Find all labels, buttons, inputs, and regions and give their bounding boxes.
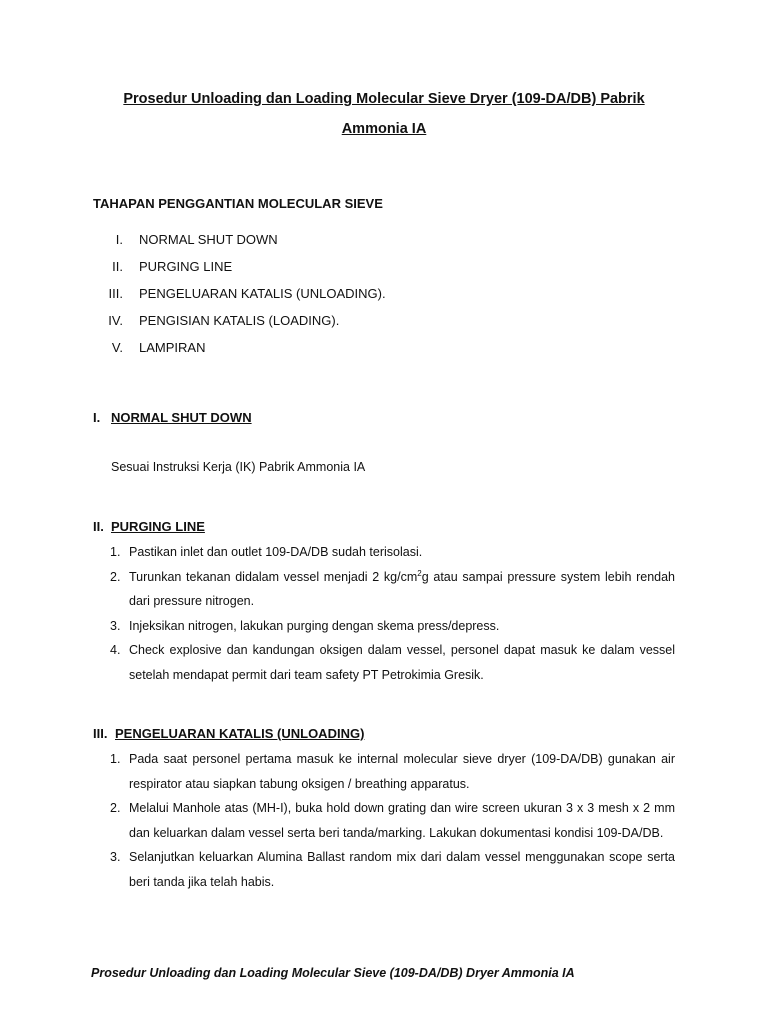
section-text: Sesuai Instruksi Kerja (IK) Pabrik Ammonia IA xyxy=(111,460,366,474)
step-text: Check explosive dan kandungan oksigen dalam vessel, personel dapat masuk ke dalam vessel setelah mendapat permit dari team safety PT Petrokimia Gresik. xyxy=(129,643,675,682)
step-text-part: Turunkan tekanan didalam vessel menjadi 2 kg/cm xyxy=(129,569,418,584)
purging-steps-list xyxy=(110,540,675,687)
toc-item xyxy=(93,286,386,301)
list-item xyxy=(110,565,675,614)
toc-item-label: PURGING LINE xyxy=(139,259,233,274)
toc-item xyxy=(93,259,233,274)
section-heading-normal-shut-down xyxy=(93,410,252,425)
step-number: 2. xyxy=(110,801,121,815)
step-number: 1. xyxy=(110,752,121,766)
step-number: 3. xyxy=(110,618,121,633)
toc-heading: TAHAPAN PENGGANTIAN MOLECULAR SIEVE xyxy=(93,196,383,211)
section-title: PURGING LINE xyxy=(111,519,205,534)
toc-item-label: LAMPIRAN xyxy=(139,340,206,355)
section-heading-purging-line xyxy=(93,519,205,534)
list-item xyxy=(110,796,675,845)
step-text: Injeksikan nitrogen, lakukan purging dengan skema press/depress. xyxy=(129,618,500,633)
toc-item-number: I. xyxy=(115,232,123,247)
step-text: Pastikan inlet dan outlet 109-DA/DB sudah terisolasi. xyxy=(129,545,423,559)
section-number: III. xyxy=(93,726,108,741)
step-text: Pada saat personel pertama masuk ke internal molecular sieve dryer (109-DA/DB) gunakan air respirator atau siapkan tabung oksigen / breathing apparatus. xyxy=(129,752,675,791)
list-item xyxy=(110,638,675,687)
list-item xyxy=(110,540,675,565)
step-number: 1. xyxy=(110,545,121,559)
toc-item-number: V. xyxy=(111,340,123,355)
step-text: Melalui Manhole atas (MH-I), buka hold down grating dan wire screen ukuran 3 x 3 mesh x 2 mm dan keluarkan dalam vessel serta beri tanda/marking. Lakukan dokumentasi kondisi 109-DA/DB. xyxy=(129,801,675,840)
document-title-line-2: Ammonia IA xyxy=(341,121,427,137)
step-number: 2. xyxy=(110,569,121,584)
toc-item-label: NORMAL SHUT DOWN xyxy=(139,232,278,247)
superscript: 2 xyxy=(417,568,422,578)
section-title: PENGELUARAN KATALIS (UNLOADING) xyxy=(115,726,365,741)
toc-item-label: PENGISIAN KATALIS (LOADING). xyxy=(139,313,340,328)
document-title-line-1: Prosedur Unloading dan Loading Molecular Sieve Dryer (109-DA/DB) Pabrik xyxy=(123,91,645,107)
section-number: II. xyxy=(93,519,104,534)
page-footer: Prosedur Unloading dan Loading Molecular Sieve (109-DA/DB) Dryer Ammonia IA xyxy=(91,966,575,980)
step-text: Selanjutkan keluarkan Alumina Ballast random mix dari dalam vessel menggunakan scope serta beri tanda jika telah habis. xyxy=(129,850,675,889)
toc-item xyxy=(93,232,278,247)
section-heading-unloading xyxy=(93,726,364,741)
list-item xyxy=(110,845,675,894)
toc-item-label: PENGELUARAN KATALIS (UNLOADING). xyxy=(139,286,386,301)
toc-item-number: III. xyxy=(108,286,123,301)
step-number: 4. xyxy=(110,643,121,657)
list-item xyxy=(110,614,675,639)
step-text-part: g atau sampai pressure system lebih rendah dari pressure nitrogen. xyxy=(129,569,676,608)
section-number: I. xyxy=(93,410,101,425)
list-item xyxy=(110,747,675,796)
section-title: NORMAL SHUT DOWN xyxy=(111,410,252,425)
toc-item xyxy=(93,340,206,355)
unloading-steps-list xyxy=(110,747,675,894)
step-number: 3. xyxy=(110,850,121,864)
toc-item xyxy=(93,313,340,328)
toc-item-number: IV. xyxy=(108,313,123,328)
toc-item-number: II. xyxy=(112,259,123,274)
step-text xyxy=(129,570,675,609)
